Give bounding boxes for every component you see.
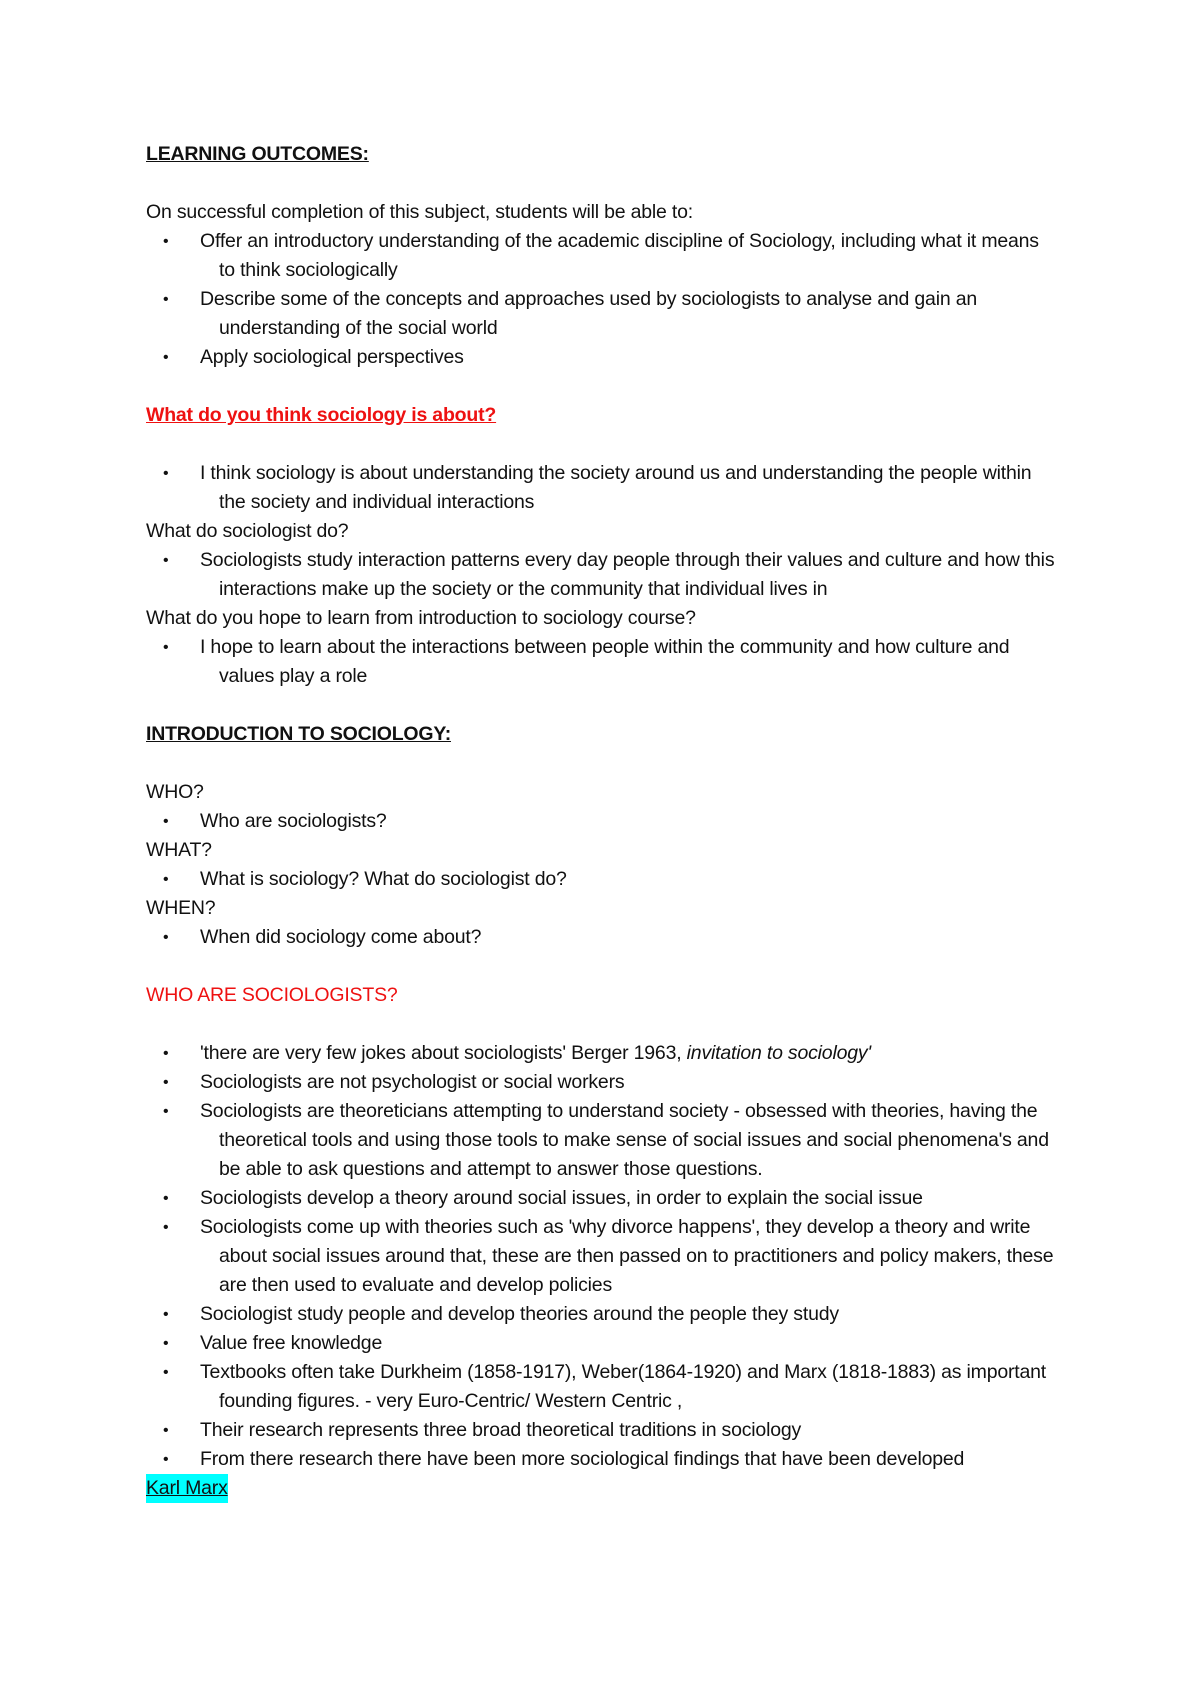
document-page (146, 140, 1056, 1503)
list-item (146, 1039, 1056, 1068)
list-item: • When did sociology come about? (146, 923, 1056, 952)
list-item: • From there research there have been more sociological findings that have been developed (146, 1445, 1056, 1474)
when-label: WHEN? (146, 897, 216, 919)
list-item: • Who are sociologists? (146, 807, 1056, 836)
who-label: WHO? (146, 781, 204, 803)
sociologist-do-list (146, 546, 1056, 604)
bullet-icon: • (163, 1364, 169, 1381)
what-list (146, 865, 1056, 894)
quote-text: 'there are very few jokes about sociologists' Berger 1963, (200, 1042, 687, 1064)
about-question-heading: What do you think sociology is about? (146, 404, 497, 426)
bullet-icon: • (163, 291, 169, 308)
list-item: • Sociologists study interaction patterns every day people through their values and culture and how this interactions make up the society or the community that individual lives in (146, 546, 1056, 604)
list-item: • Describe some of the concepts and approaches used by sociologists to analyse and gain an understanding of the social world (146, 285, 1056, 343)
question-hope-to-learn: What do you hope to learn from introduction to sociology course? (146, 607, 696, 629)
bullet-icon: • (163, 1074, 169, 1091)
list-item: • Sociologists are theoreticians attempting to understand society - obsessed with theories, having the theoretical tools and using those tools to make sense of social issues and social phenomena's and be able to ask questions and attempt to answer those questions. (146, 1097, 1056, 1184)
list-item: • Sociologist study people and develop theories around the people they study (146, 1300, 1056, 1329)
learning-outcomes-intro: On successful completion of this subject, students will be able to: (146, 201, 693, 223)
question-sociologist-do: What do sociologist do? (146, 520, 349, 542)
karl-marx-highlight: Karl Marx (146, 1474, 228, 1503)
introduction-heading: INTRODUCTION TO SOCIOLOGY: (146, 723, 451, 745)
what-label: WHAT? (146, 839, 212, 861)
bullet-icon: • (163, 552, 169, 569)
list-item: • Textbooks often take Durkheim (1858-1917), Weber(1864-1920) and Marx (1818-1883) as important founding figures. - very Euro-Centric/ Western Centric , (146, 1358, 1056, 1416)
bullet-icon: • (163, 813, 169, 830)
list-item: • Sociologists come up with theories such as 'why divorce happens', they develop a theory and write about social issues around that, these are then passed on to practitioners and policy makers, these are then used to evaluate and develop policies (146, 1213, 1056, 1300)
list-item: • I think sociology is about understanding the society around us and understanding the people within the society and individual interactions (146, 459, 1056, 517)
bullet-icon: • (163, 1190, 169, 1207)
bullet-icon: • (163, 1045, 169, 1062)
bullet-icon: • (163, 639, 169, 656)
list-item: • What is sociology? What do sociologist do? (146, 865, 1056, 894)
bullet-icon: • (163, 349, 169, 366)
about-answer-list (146, 459, 1056, 517)
who-list (146, 807, 1056, 836)
list-item: • Apply sociological perspectives (146, 343, 1056, 372)
learning-outcomes-heading: LEARNING OUTCOMES: (146, 143, 369, 165)
bullet-icon: • (163, 465, 169, 482)
bullet-icon: • (163, 1335, 169, 1352)
hope-to-learn-list (146, 633, 1056, 691)
list-item: • Offer an introductory understanding of the academic discipline of Sociology, including what it means to think sociologically (146, 227, 1056, 285)
when-list (146, 923, 1056, 952)
list-item: • Sociologists develop a theory around social issues, in order to explain the social issue (146, 1184, 1056, 1213)
bullet-icon: • (163, 929, 169, 946)
bullet-icon: • (163, 871, 169, 888)
bullet-icon: • (163, 233, 169, 250)
book-title: invitation to sociology' (686, 1042, 871, 1064)
bullet-icon: • (163, 1219, 169, 1236)
bullet-icon: • (163, 1306, 169, 1323)
list-item: • Value free knowledge (146, 1329, 1056, 1358)
sociologists-list (146, 1039, 1056, 1474)
list-item: • Sociologists are not psychologist or social workers (146, 1068, 1056, 1097)
who-are-sociologists-heading: WHO ARE SOCIOLOGISTS? (146, 984, 398, 1006)
bullet-icon: • (163, 1422, 169, 1439)
list-item: • I hope to learn about the interactions between people within the community and how culture and values play a role (146, 633, 1056, 691)
learning-outcomes-list (146, 227, 1056, 372)
list-item: • Their research represents three broad theoretical traditions in sociology (146, 1416, 1056, 1445)
bullet-icon: • (163, 1451, 169, 1468)
bullet-icon: • (163, 1103, 169, 1120)
